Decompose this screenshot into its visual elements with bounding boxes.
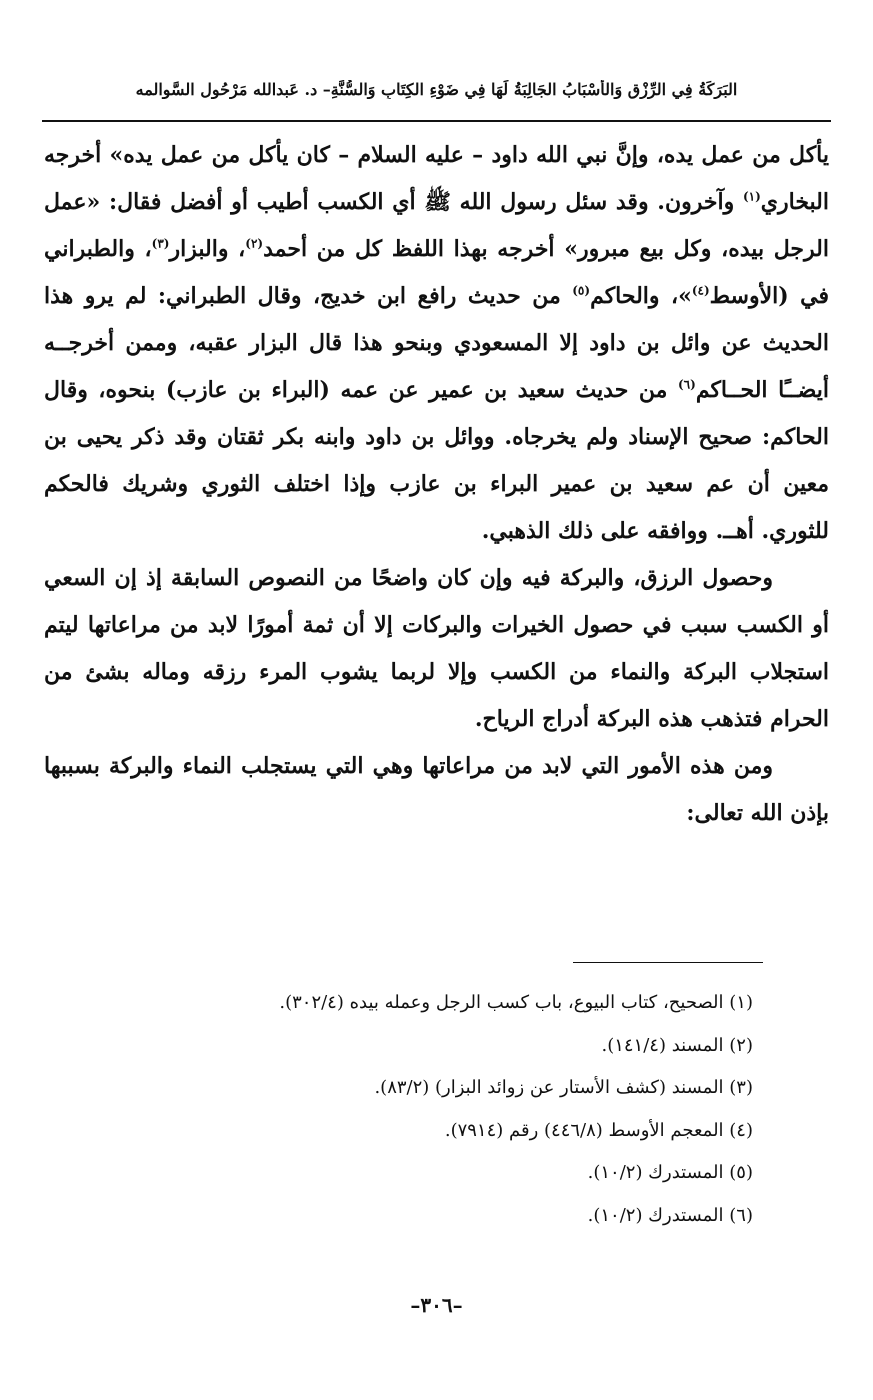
text-run: يأكل من عمل يده، وإنَّ نبي الله داود – عليه السلام – كان يأكل من عمل يده» أخرجه البخاري [44,142,829,215]
footnote-ref-6[interactable]: (٦) [677,377,696,392]
paragraph-1 [44,132,829,555]
footnote-ref-5[interactable]: (٥) [572,283,591,298]
text-run: »، والحاكم [590,283,692,309]
footnote-4: (٤) المعجم الأوسط (٤٤٦/٨) رقم (٧٩١٤). [444,1119,753,1141]
footnote-ref-1[interactable]: (١) [742,189,761,204]
paragraph-2: وحصول الرزق، والبركة فيه وإن كان واضحًا من النصوص السابقة إذ إن السعي أو الكسب سبب في حصول الخيرات والبركات إلا أن ثمة أمورًا لابد من مراعاتها ليتم استجلاب البركة والنماء من الكسب وإلا لربما يشوب المرء رزقه وماله بشئ من الحرام فتذهب هذه البركة أدراج الرياح. [44,565,829,732]
footnote-6: (٦) المستدرك (١٠/٢). [587,1204,753,1226]
running-header: البَرَكَةُ فِي الرِّزْقِ وَالأَسْبَابُ الجَالِبَةُ لَهَا فِي ضَوْءِ الكِتَابِ وَالسُّنَّةِ– د. عَبدالله مَرْحُول السَّوالمه [135,80,738,99]
footnote-ref-2[interactable]: (٢) [245,236,264,251]
footnote-5: (٥) المستدرك (١٠/٢). [587,1162,753,1183]
text-run: ، والبزار [169,236,246,262]
footnotes-list [100,982,753,1237]
footnote-ref-4[interactable]: (٤) [691,283,710,298]
page-number: –٣٠٦– [410,1293,463,1317]
header-divider [42,120,831,122]
footnote-ref-3[interactable]: (٣) [151,236,170,251]
text-run: من حديث سعيد بن عمير عن عمه (البراء بن عازب) بنحوه، وقال الحاكم: صحيح الإسناد ولم يخرجاه. ووائل بن داود وابنه بكر ثقتان وقد ذكر يحيى بن معين أن عم سعيد بن عمير البراء بن عازب وإذا اختلف الثوري وشريك فالحكم للثوري. أهــ. ووافقه على ذلك الذهبي. [44,377,829,544]
text-run: من حديث رافع ابن خديج، وقال الطبراني: لم يرو هذا الحديث عن وائل بن داود إلا المسعودي وبنحو هذا قال البزار عقبه، وممن أخرجــه أيضــًا الحــاكم [44,283,829,403]
text-run: ، والطبراني في (الأوسط [44,236,829,309]
footnote-1: (١) الصحيح، كتاب البيوع، باب كسب الرجل وعمله بيده (٣٠٢/٤). [279,992,753,1013]
footnote-2: (٢) المسند (١٤١/٤). [601,1034,753,1056]
text-run: وآخرون. وقد سئل رسول الله ﷺ أي الكسب أطيب أو أفضل فقال: «عمل الرجل بيده، وكل بيع مبرور» أخرجه بهذا اللفظ كل من أحمد [44,189,829,262]
main-text [44,132,829,837]
paragraph-3: ومن هذه الأمور التي لابد من مراعاتها وهي التي يستجلب النماء والبركة بسببها بإذن الله تعالى: [44,753,829,826]
footnote-3: (٣) المسند (كشف الأستار عن زوائد البزار) (٨٣/٢). [374,1077,753,1098]
footnote-divider [573,962,763,963]
